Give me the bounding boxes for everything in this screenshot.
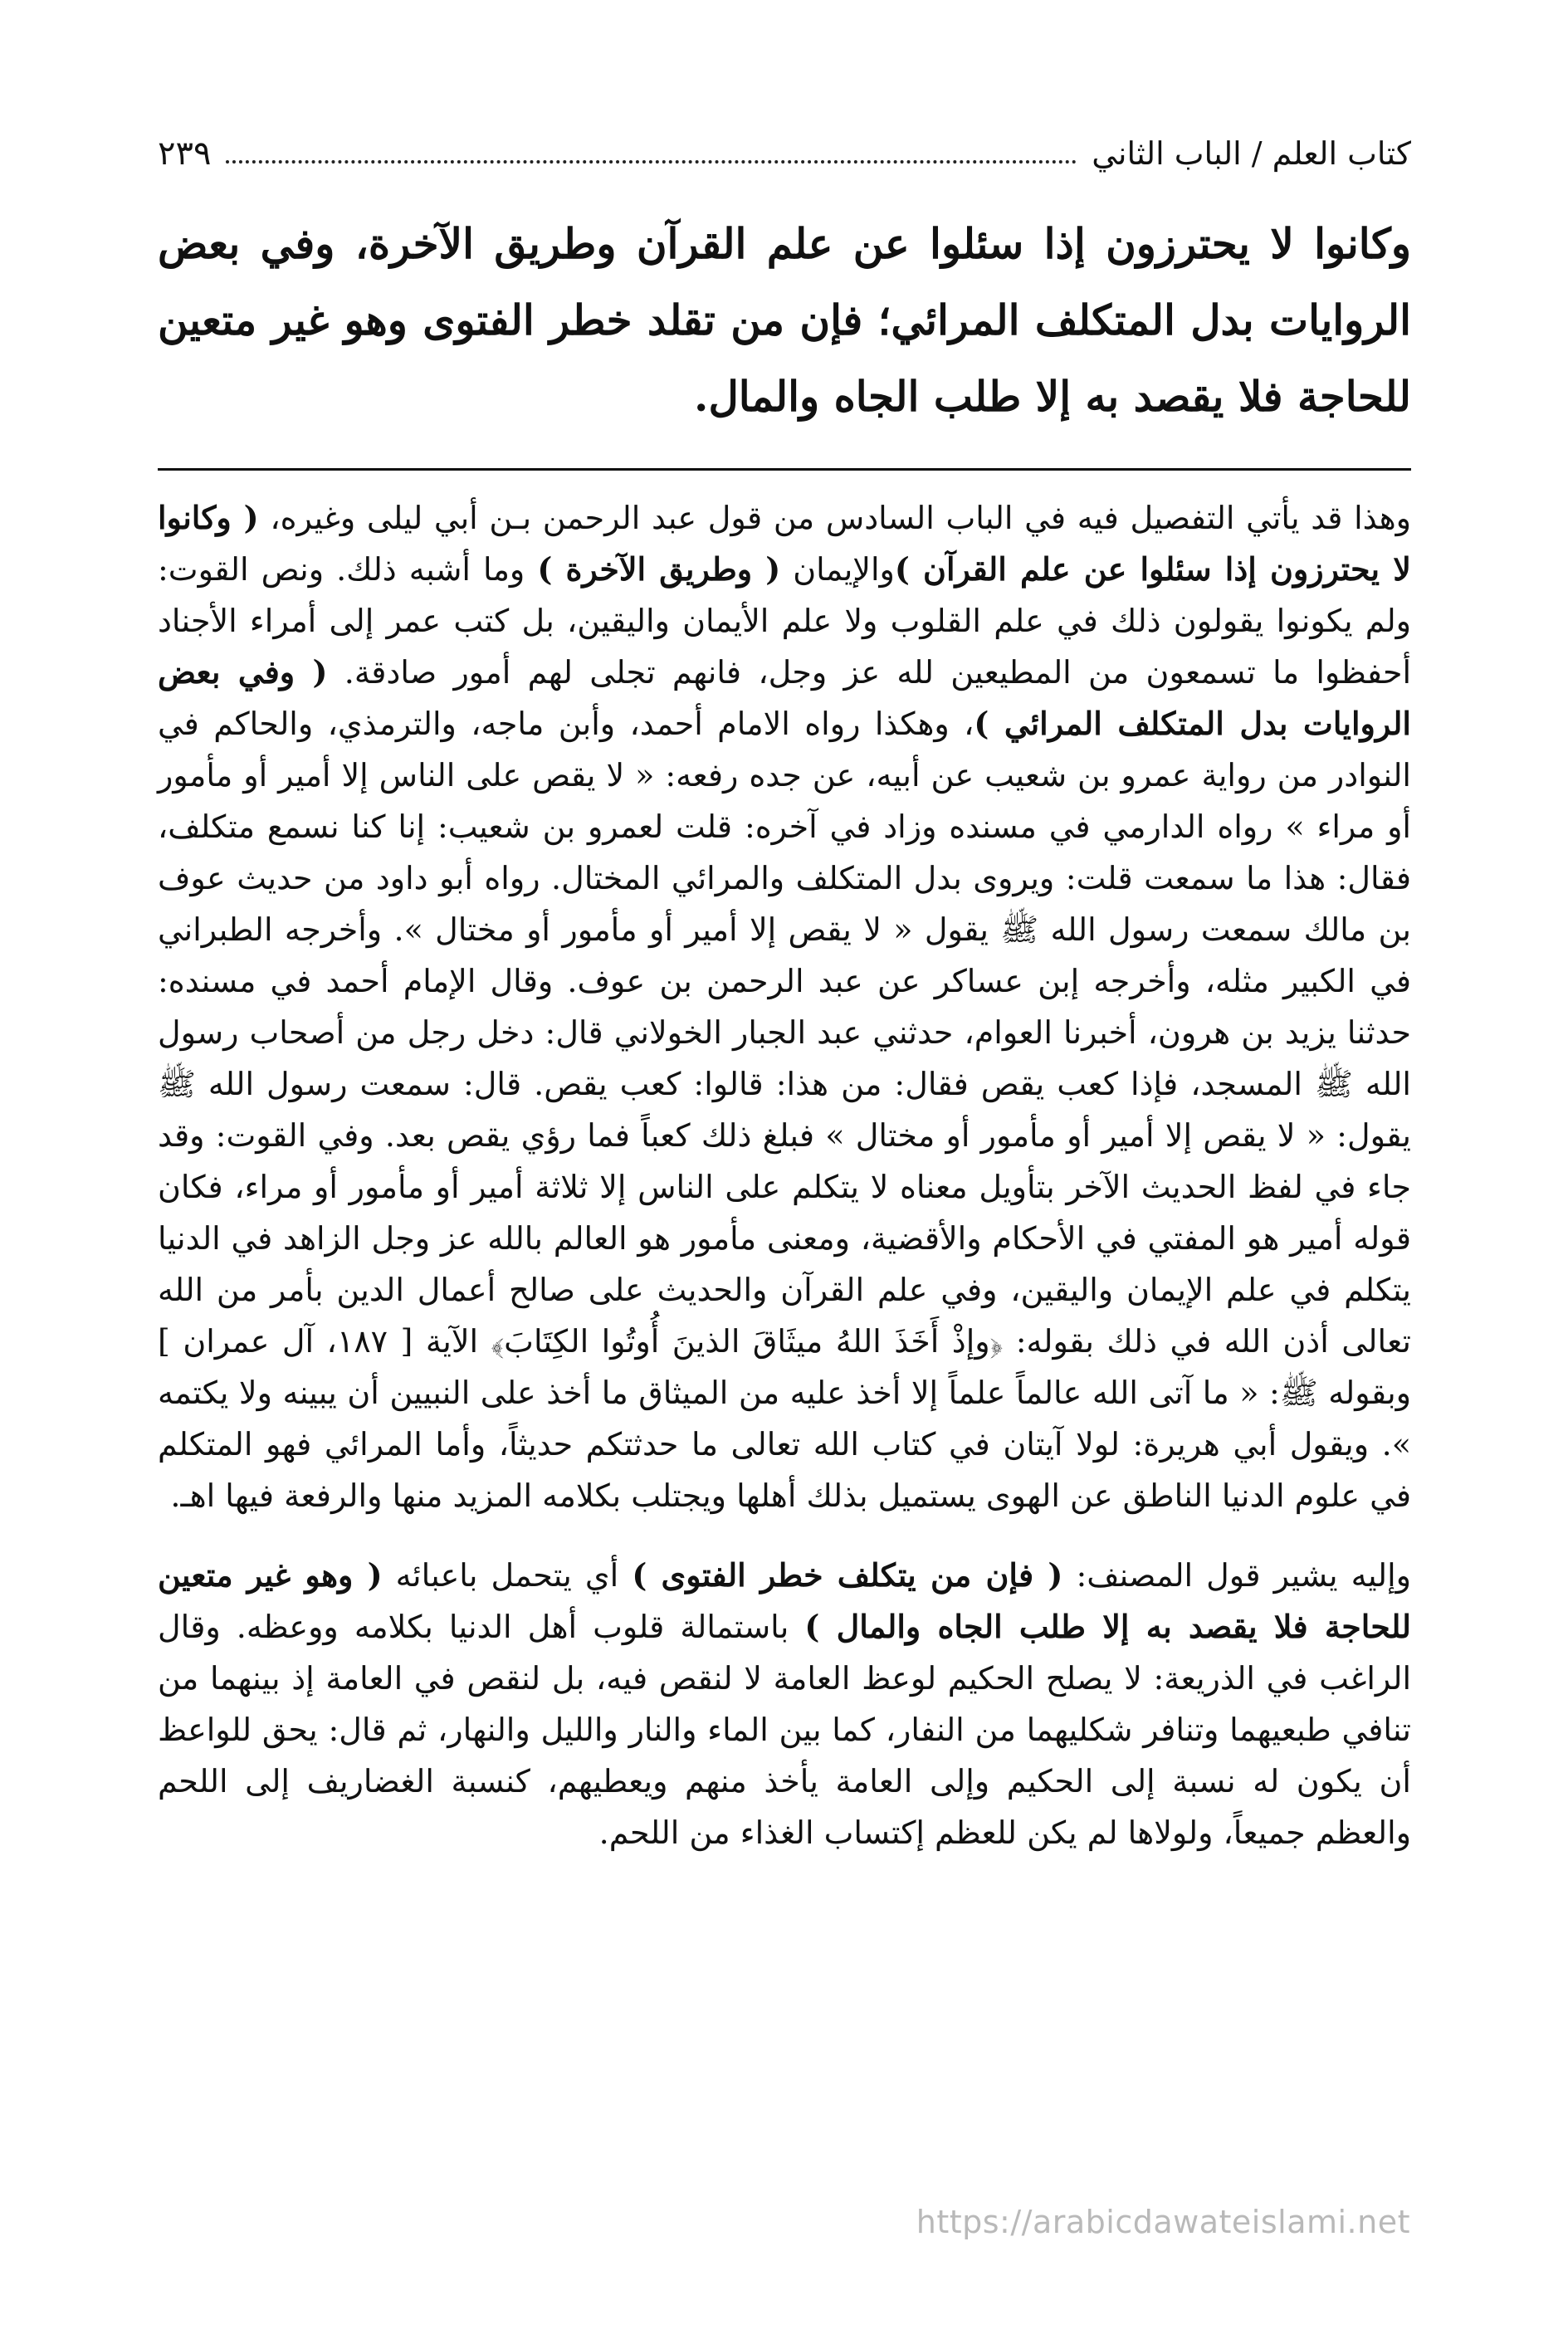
text-run: باستمالة قلوب أهل الدنيا بكلامه ووعظه. وقال الراغب في الذريعة: لا يصلح الحكيم لوعظ العامة لا لنقص فيه، بل لنقص في العامة إذ بينهما من تنافي طبعيهما وتنافر شكليهما من النفار، كما بين الماء والنار والليل والنهار، ثم قال: يحق للواعظ أن يكون له نسبة إلى الحكيم وإلى العامة يأخذ منهم ويعطيهم، كنسبة الغضاريف إلى اللحم والعظم جميعاً، ولولاها لم يكن للعظم إكتساب الغذاء من اللحم.: [158, 1609, 1411, 1851]
text-run: ، وهكذا رواه الامام أحمد، وأبن ماجه، والترمذي، والحاكم في النوادر من رواية عمرو بن شعيب عن أبيه، عن جده رفعه: « لا يقص على الناس إلا أمير أو مأمور أو مراء » رواه الدارمي في مسنده وزاد في آخره: قلت لعمرو بن شعيب: إنا كنا نسمع متكلف، فقال: هذا ما سمعت قلت: ويروى بدل المتكلف والمرائي المختال. رواه أبو داود من حديث عوف بن مالك سمعت رسول الله ﷺ يقول « لا يقص إلا أمير أو مأمور أو مختال ». وأخرجه الطبراني في الكبير مثله، وأخرجه إبن عساكر عن عبد الرحمن بن عوف. وقال الإمام أحمد في مسنده: حدثنا يزيد بن هرون، أخبرنا العوام، حدثني عبد الجبار الخولاني قال: دخل رجل من أصحاب رسول الله ﷺ المسجد، فإذا كعب يقص فقال: من هذا: قالوا: كعب يقص. قال: سمعت رسول الله ﷺ يقول: « لا يقص إلا أمير أو مأمور أو مختال » فبلغ ذلك كعباً فما رؤي يقص بعد. وفي القوت: وقد جاء في لفظ الحديث الآخر بتأويل معناه لا يتكلم على الناس إلا ثلاثة أمير أو مأمور أو مراء، فكان قوله أمير هو المفتي في الأحكام والأقضية، ومعنى مأمور هو العالم بالله عز وجل الزاهد في الدنيا يتكلم في علم الإيمان واليقين، وفي علم القرآن والحديث على صالح أعمال الدين بأمر من الله تعالى أذن الله في ذلك بقوله: ﴿وإذْ أَخَذَ اللهُ ميثَاقَ الذينَ أُوتُوا الكِتَابَ﴾ الآية [ ١٨٧، آل عمران ] وبقوله ﷺ: « ما آتى الله عالماً علماً إلا أخذ عليه من الميثاق ما أخذ على النبيين أن يبينه ولا يكتمه ». ويقول أبي هريرة: لولا آيتان في كتاب الله تعالى ما حدثتكم حديثاً، وأما المرائي فهو المتكلم في علوم الدنيا الناطق عن الهوى يستميل بذلك أهلها ويجتلب بكلامه المزيد منها والرفعة فيها اهـ.: [158, 706, 1412, 1514]
quoted-text: ( وكانوا لا يحترزون إذا سئلوا عن علم القرآن ): [158, 499, 1411, 588]
commentary-paragraph-2: [158, 1550, 1411, 1858]
commentary-paragraph-1: [158, 492, 1411, 1521]
page-number: ٢٣٩: [158, 134, 212, 173]
quoted-text: ( وفي بعض الروايات بدل المتكلف المرائي ): [158, 653, 1411, 742]
commentary: [158, 492, 1411, 1858]
watermark-url: https://arabicdawateislami.net: [916, 2204, 1410, 2240]
header-dot-leader: [226, 160, 1077, 164]
book-page: [158, 125, 1411, 2283]
text-run: والإيمان: [780, 551, 895, 588]
quoted-text: ( وهو غير متعين للحاجة فلا يقصد به إلا طلب الجاه والمال ): [158, 1556, 1411, 1645]
quoted-text: ( فإن من يتكلف خطر الفتوى ): [632, 1556, 1063, 1594]
chapter-title: كتاب العلم / الباب الثاني: [1092, 135, 1411, 172]
text-run: وإليه يشير قول المصنف:: [1062, 1557, 1411, 1594]
text-run: أي يتحمل باعبائه: [382, 1557, 633, 1594]
text-run: وهذا قد يأتي التفصيل فيه في الباب السادس من قول عبد الرحمن بـن أبي ليلى وغيره،: [258, 500, 1412, 536]
main-text: وكانوا لا يحترزون إذا سئلوا عن علم القرآن وطريق الآخرة، وفي بعض الروايات بدل المتكلف المرائي؛ فإن من تقلد خطر الفتوى وهو غير متعين للحاجة فلا يقصد به إلا طلب الجاه والمال.: [158, 219, 1411, 421]
quoted-text: ( وطريق الآخرة ): [537, 550, 781, 588]
text-run: وما أشبه ذلك. ونص القوت: ولم يكونوا يقولون ذلك في علم القلوب ولا علم الأيمان واليقين، بل كتب عمر إلى أمراء الأجناد أحفظوا ما تسمعون من المطيعين لله عز وجل، فانهم تجلى لهم أمور صادقة.: [158, 551, 1411, 691]
section-divider: [158, 468, 1411, 471]
running-header: [158, 125, 1411, 183]
